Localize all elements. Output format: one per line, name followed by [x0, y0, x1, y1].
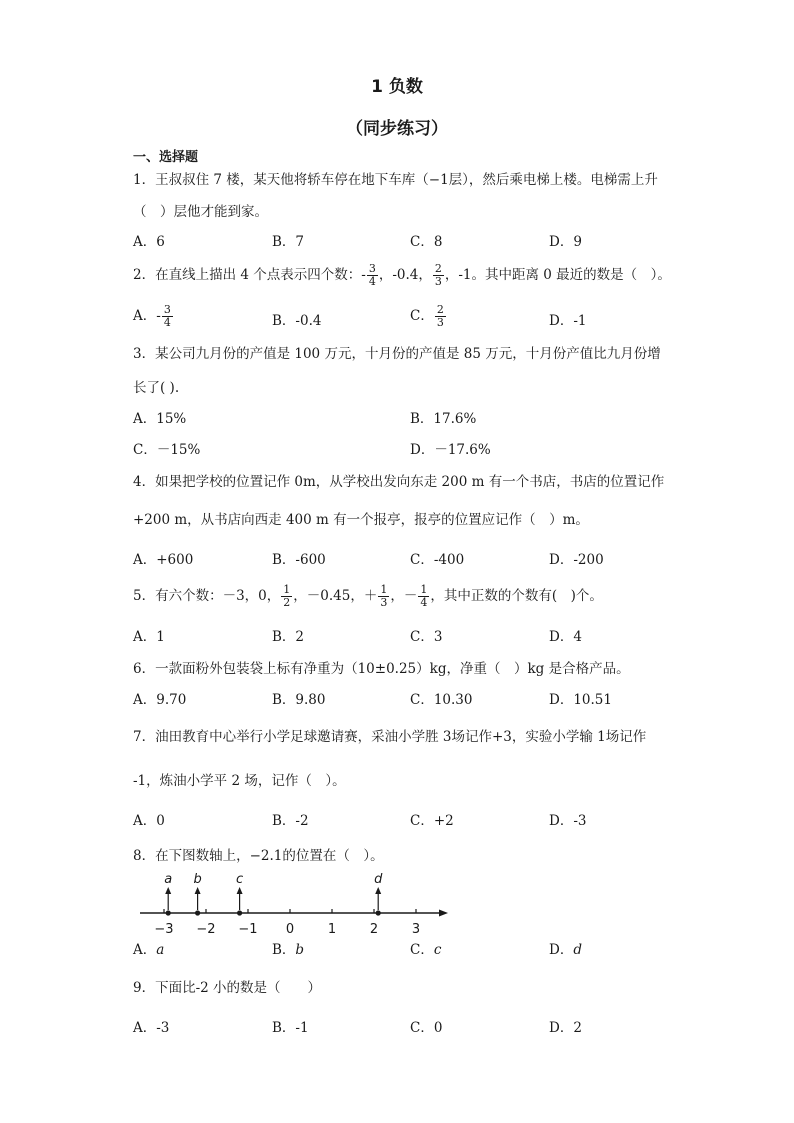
q2-option-c[interactable]: [410, 304, 447, 329]
q2-f1-num: 3: [368, 262, 376, 275]
q5-option-d[interactable]: D．4: [549, 629, 582, 645]
q3-option-b[interactable]: B．17.6%: [410, 411, 477, 427]
q4-option-a[interactable]: A．+600: [133, 552, 194, 568]
number-line-point: [195, 910, 200, 915]
q2-f2-den: 3: [434, 275, 442, 288]
q4-option-c[interactable]: C．-400: [410, 552, 465, 568]
number-line-point-label: a: [164, 872, 173, 887]
q8-option-c[interactable]: [410, 941, 441, 959]
q2-option-d[interactable]: D．-1: [549, 313, 587, 329]
q5-fraction-2: [378, 584, 389, 609]
number-line-point-label: b: [193, 872, 202, 887]
q2-text-post: ，-1。其中距离 0 最近的数是（ ）。: [444, 267, 671, 283]
question-4-line-1: 4．如果把学校的位置记作 0m，从学校出发向东走 200 m 有一个书店，书店的位置记作: [133, 474, 665, 490]
q2-text-pre: 2．在直线上描出 4 个点表示四个数：-: [133, 267, 366, 283]
q5-f1-den: 2: [283, 596, 291, 609]
number-line-tick-label: 0: [285, 922, 295, 937]
q5-f2-den: 3: [380, 596, 388, 609]
q5-f3-den: 4: [420, 596, 428, 609]
q8-option-d-value: d: [573, 942, 582, 958]
q5-fraction-3: [418, 584, 429, 609]
q8-option-b-label: B．: [272, 942, 296, 958]
question-1-line-2: （ ）层他才能到家。: [133, 204, 268, 220]
q5-text-mid-2: ，－: [390, 588, 418, 604]
q6-option-c[interactable]: C．10.30: [410, 692, 473, 708]
section-heading: 一、选择题: [133, 150, 199, 165]
number-line-point-arrowhead: [195, 887, 201, 894]
q5-f3-num: 1: [420, 583, 428, 596]
q2-option-c-fraction: [435, 304, 446, 329]
q8-option-d[interactable]: [549, 941, 582, 959]
number-line-point-arrowhead: [165, 887, 171, 894]
q8-option-c-label: C．: [410, 942, 434, 958]
q7-option-d[interactable]: D．-3: [549, 813, 587, 829]
question-7-line-1: 7．油田教育中心举行小学足球邀请赛，采油小学胜 3场记作+3，实验小学输 1场记作: [133, 729, 647, 745]
number-line-point: [166, 910, 171, 915]
number-line-point: [376, 910, 381, 915]
page-subtitle: （同步练习）: [346, 119, 448, 139]
q4-option-b[interactable]: B．-600: [272, 552, 326, 568]
q1-option-b[interactable]: B．7: [272, 234, 305, 250]
q8-option-d-label: D．: [549, 942, 574, 958]
number-line-point-arrowhead: [375, 887, 381, 894]
q2-fraction-1: [367, 263, 378, 288]
number-line: [130, 870, 460, 938]
q2-c-den: 3: [436, 316, 444, 329]
number-line-points: [164, 872, 383, 916]
q7-option-c[interactable]: C．+2: [410, 813, 454, 829]
q2-f1-den: 4: [368, 275, 376, 288]
question-3-line-2: 长了( ).: [133, 380, 180, 396]
question-9-line: 9．下面比-2 小的数是（ ）: [133, 980, 322, 996]
number-line-point-label: c: [236, 872, 244, 887]
q2-f2-num: 2: [434, 262, 442, 275]
number-line-point-label: d: [374, 872, 383, 887]
q1-option-d[interactable]: D．9: [549, 234, 582, 250]
number-line-arrow: [439, 910, 448, 917]
q2-option-b[interactable]: B．-0.4: [272, 313, 322, 329]
number-line-point-arrowhead: [237, 887, 243, 894]
q6-option-d[interactable]: D．10.51: [549, 692, 612, 708]
number-line-tick-label: 3: [411, 922, 421, 937]
q6-option-b[interactable]: B．9.80: [272, 692, 326, 708]
question-1-line-1: 1．王叔叔住 7 楼，某天他将轿车停在地下车库（−1层），然后乘电梯上楼。电梯需上升: [133, 172, 658, 188]
question-2-line: [133, 263, 671, 288]
q2-option-a[interactable]: [133, 304, 174, 329]
q8-option-a[interactable]: [133, 941, 164, 959]
q5-option-c[interactable]: C．3: [410, 629, 443, 645]
q5-f2-num: 1: [380, 583, 388, 596]
q9-option-a[interactable]: A．-3: [133, 1020, 170, 1036]
number-line-tick-label: −1: [238, 922, 258, 937]
q8-option-b-value: b: [295, 942, 305, 958]
q1-option-a[interactable]: A．6: [133, 234, 165, 250]
q2-option-a-label: A．-: [133, 308, 161, 324]
q3-option-c[interactable]: C．－15%: [133, 442, 201, 458]
q2-option-a-fraction: [162, 304, 173, 329]
question-3-line-1: 3．某公司九月份的产值是 100 万元，十月份的产值是 85 万元，十月份产值比九月份增: [133, 346, 661, 362]
q6-option-a[interactable]: A．9.70: [133, 692, 187, 708]
q8-option-a-value: a: [156, 942, 165, 958]
q9-option-d[interactable]: D．2: [549, 1020, 582, 1036]
q5-text-mid-1: ，－0.45，＋: [293, 588, 378, 604]
question-4-line-2: +200 m，从书店向西走 400 m 有一个报亭，报亭的位置应记作（ ）m。: [133, 512, 589, 528]
q5-option-a[interactable]: A．1: [133, 629, 165, 645]
q2-text-mid: ，-0.4，: [378, 267, 432, 283]
q3-option-a[interactable]: A．15%: [133, 411, 187, 427]
q4-option-d[interactable]: D．-200: [549, 552, 604, 568]
q8-option-b[interactable]: [272, 941, 304, 959]
number-line-tick-label: −2: [196, 922, 216, 937]
question-5-line: [133, 584, 603, 609]
question-6-line: 6．一款面粉外包装袋上标有净重为（10±0.25）kg，净重（ ）kg 是合格产品。: [133, 661, 630, 677]
q3-option-d[interactable]: D．－17.6%: [410, 442, 491, 458]
question-7-line-2: -1，炼油小学平 2 场，记作（ ）。: [133, 773, 346, 789]
q9-option-b[interactable]: B．-1: [272, 1020, 309, 1036]
q5-text-pre: 5．有六个数：－3，0，: [133, 588, 281, 604]
q7-option-b[interactable]: B．-2: [272, 813, 309, 829]
q5-fraction-1: [281, 584, 292, 609]
number-line-tick-label: 1: [327, 922, 337, 937]
q1-option-c[interactable]: C．8: [410, 234, 443, 250]
q2-a-den: 4: [163, 316, 171, 329]
q8-option-c-value: c: [433, 942, 442, 958]
question-8-line: 8．在下图数轴上，−2.1的位置在（ ）。: [133, 848, 384, 864]
number-line-point: [237, 910, 242, 915]
q9-option-c[interactable]: C．0: [410, 1020, 443, 1036]
q2-fraction-2: [433, 263, 444, 288]
q5-f1-num: 1: [283, 583, 291, 596]
q7-option-a[interactable]: A．0: [133, 813, 165, 829]
number-line-tick-label: 2: [369, 922, 379, 937]
q2-c-num: 2: [436, 303, 444, 316]
q5-text-post: ，其中正数的个数有( )个。: [430, 588, 603, 604]
number-line-tick-label: −3: [154, 922, 174, 937]
q2-a-num: 3: [163, 303, 171, 316]
q8-option-a-label: A．: [133, 942, 157, 958]
q5-option-b[interactable]: B．2: [272, 629, 305, 645]
page-title: 1 负数: [371, 77, 423, 97]
q2-option-c-label: C．: [410, 308, 434, 324]
